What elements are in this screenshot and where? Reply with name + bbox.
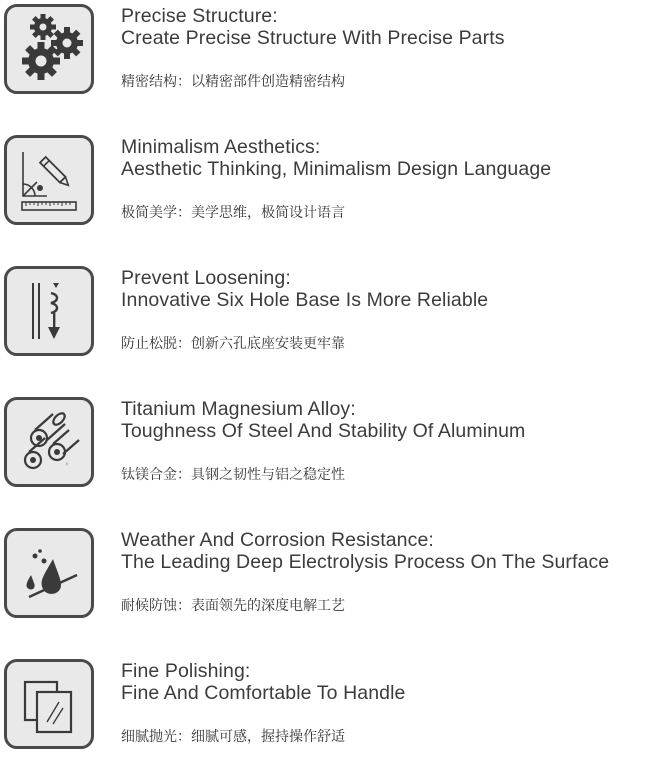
feature-minimalism-aesthetics xyxy=(0,131,650,241)
pen-ruler-icon xyxy=(4,135,94,225)
feature-cn-text: 防止松脱：创新六孔底座安装更牢靠 xyxy=(121,335,345,353)
feature-precise-structure xyxy=(0,0,650,110)
feature-cn-text: 精密结构：以精密部件创造精密结构 xyxy=(121,73,345,91)
feature-subtitle: Toughness Of Steel And Stability Of Aluminum xyxy=(121,420,525,442)
gears-icon xyxy=(4,4,94,94)
feature-cn-text: 极简美学：美学思维，极简设计语言 xyxy=(121,204,345,222)
feature-fine-polishing xyxy=(0,655,650,765)
feature-prevent-loosening xyxy=(0,262,650,372)
feature-cn-text: 钛镁合金：具钢之韧性与铝之稳定性 xyxy=(121,466,345,484)
feature-title: Fine Polishing: xyxy=(121,660,250,682)
feature-title: Titanium Magnesium Alloy: xyxy=(121,398,356,420)
feature-subtitle: Innovative Six Hole Base Is More Reliable xyxy=(121,289,488,311)
feature-subtitle: Fine And Comfortable To Handle xyxy=(121,682,405,704)
feature-title: Minimalism Aesthetics: xyxy=(121,136,320,158)
screw-arrow-icon xyxy=(4,266,94,356)
feature-titanium-magnesium-alloy xyxy=(0,393,650,503)
polished-panels-icon xyxy=(4,659,94,749)
feature-cn-text: 细腻抛光：细腻可感，握持操作舒适 xyxy=(121,728,345,746)
feature-subtitle: Aesthetic Thinking, Minimalism Design Language xyxy=(121,158,551,180)
water-drops-icon xyxy=(4,528,94,618)
metal-rods-icon xyxy=(4,397,94,487)
feature-subtitle: Create Precise Structure With Precise Parts xyxy=(121,27,505,49)
feature-weather-corrosion-resistance xyxy=(0,524,650,634)
feature-cn-text: 耐候防蚀：表面领先的深度电解工艺 xyxy=(121,597,345,615)
feature-title: Prevent Loosening: xyxy=(121,267,291,289)
feature-subtitle: The Leading Deep Electrolysis Process On The Surface xyxy=(121,551,609,573)
feature-title: Weather And Corrosion Resistance: xyxy=(121,529,434,551)
feature-title: Precise Structure: xyxy=(121,5,278,27)
